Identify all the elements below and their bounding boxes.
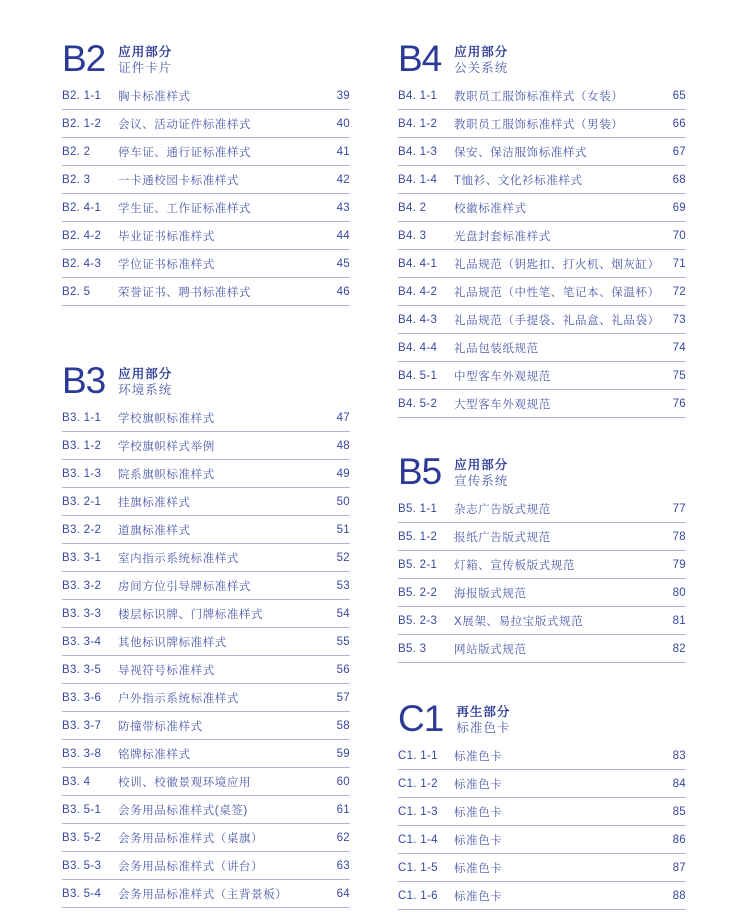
toc-row — [398, 306, 686, 334]
section-category: 应用部分 — [454, 458, 509, 472]
row-page-number: 79 — [672, 558, 686, 571]
row-title: 房间方位引导牌标准样式 — [118, 580, 252, 593]
row-code: B4. 4-2 — [398, 285, 438, 298]
toc-row — [398, 635, 686, 663]
section-letter: B5 — [398, 451, 442, 492]
row-title: 标准色卡 — [454, 862, 503, 875]
toc-row — [62, 740, 350, 768]
toc-row — [398, 390, 686, 418]
toc-row — [62, 110, 350, 138]
section-rows — [398, 495, 686, 663]
row-page-number: 61 — [336, 803, 350, 816]
row-page-number: 59 — [336, 747, 350, 760]
section-header — [398, 698, 686, 739]
toc-row — [398, 82, 686, 110]
toc-row — [398, 334, 686, 362]
toc-column-left — [62, 38, 350, 910]
row-code: B3. 3-6 — [62, 691, 102, 704]
toc-row — [398, 854, 686, 882]
toc-row — [62, 768, 350, 796]
toc-row — [62, 516, 350, 544]
row-page-number: 68 — [672, 173, 686, 186]
row-page-number: 40 — [336, 117, 350, 130]
row-page-number: 47 — [336, 411, 350, 424]
section-rows — [62, 82, 350, 306]
section-subtitle: 环境系统 — [118, 383, 173, 397]
row-code: B3. 2-2 — [62, 523, 102, 536]
row-code: B5. 1-2 — [398, 530, 438, 543]
section-category: 应用部分 — [118, 45, 173, 59]
row-title: 标准色卡 — [454, 806, 503, 819]
row-title: 校徽标准样式 — [454, 202, 527, 215]
section-labels — [118, 364, 172, 398]
row-code: B4. 4-1 — [398, 257, 438, 270]
row-code: B4. 5-1 — [398, 369, 438, 382]
toc-row — [62, 432, 350, 460]
row-code: B3. 1-3 — [62, 467, 102, 480]
row-title: 网站版式规范 — [454, 643, 527, 656]
toc-row — [398, 138, 686, 166]
row-code: B2. 1-2 — [62, 117, 102, 130]
row-title: 校训、校徽景观环境应用 — [118, 776, 252, 789]
row-page-number: 63 — [336, 859, 350, 872]
row-page-number: 75 — [672, 369, 686, 382]
row-title: 报纸广告版式规范 — [454, 531, 551, 544]
row-page-number: 80 — [672, 586, 686, 599]
toc-row — [398, 110, 686, 138]
row-page-number: 44 — [336, 229, 350, 242]
row-title: X展架、易拉宝版式规范 — [454, 615, 584, 628]
row-code: B3. 3-5 — [62, 663, 102, 676]
row-title: 杂志广告版式规范 — [454, 503, 551, 516]
toc-row — [62, 628, 350, 656]
row-code: B5. 3 — [398, 642, 427, 655]
row-code: B3. 1-1 — [62, 411, 102, 424]
row-code: B3. 5-1 — [62, 803, 102, 816]
row-title: 一卡通校园卡标准样式 — [118, 174, 239, 187]
row-code: B5. 2-1 — [398, 558, 438, 571]
toc-row — [62, 138, 350, 166]
row-page-number: 73 — [672, 313, 686, 326]
row-page-number: 48 — [336, 439, 350, 452]
row-code: B5. 2-3 — [398, 614, 438, 627]
row-page-number: 83 — [672, 749, 686, 762]
row-title: 灯箱、宣传板版式规范 — [454, 559, 575, 572]
row-page-number: 60 — [336, 775, 350, 788]
row-title: 保安、保洁服饰标准样式 — [454, 146, 588, 159]
row-page-number: 81 — [672, 614, 686, 627]
section-rows — [62, 404, 350, 908]
row-title: 光盘封套标准样式 — [454, 230, 551, 243]
row-code: C1. 1-3 — [398, 805, 438, 818]
toc-row — [398, 250, 686, 278]
row-code: B4. 4-4 — [398, 341, 438, 354]
toc-row — [398, 194, 686, 222]
row-code: B4. 3 — [398, 229, 427, 242]
row-page-number: 77 — [672, 502, 686, 515]
row-code: B5. 2-2 — [398, 586, 438, 599]
toc-row — [62, 656, 350, 684]
row-code: C1. 1-5 — [398, 861, 438, 874]
row-code: B2. 3 — [62, 173, 91, 186]
toc-row — [62, 712, 350, 740]
row-title: 礼品规范（钥匙扣、打火机、烟灰缸） — [454, 258, 660, 271]
toc-row — [62, 250, 350, 278]
row-page-number: 78 — [672, 530, 686, 543]
row-page-number: 62 — [336, 831, 350, 844]
row-page-number: 43 — [336, 201, 350, 214]
row-code: B4. 2 — [398, 201, 427, 214]
toc-section-B4 — [398, 38, 686, 418]
row-code: B3. 4 — [62, 775, 91, 788]
row-code: B3. 5-4 — [62, 887, 102, 900]
row-code: B3. 2-1 — [62, 495, 102, 508]
row-title: 室内指示系统标准样式 — [118, 552, 239, 565]
row-code: B3. 3-2 — [62, 579, 102, 592]
toc-row — [62, 796, 350, 824]
row-title: 礼品规范（中性笔、笔记本、保温杯） — [454, 286, 660, 299]
toc-row — [62, 880, 350, 908]
toc-row — [398, 579, 686, 607]
row-page-number: 51 — [336, 523, 350, 536]
section-header — [62, 360, 350, 401]
toc-row — [398, 798, 686, 826]
row-code: B4. 4-3 — [398, 313, 438, 326]
toc-section-B5 — [398, 451, 686, 663]
row-code: B4. 1-4 — [398, 173, 438, 186]
toc-row — [398, 826, 686, 854]
row-title: 礼品规范（手提袋、礼品盒、礼品袋） — [454, 314, 660, 327]
row-title: 学校旗帜标准样式 — [118, 412, 215, 425]
row-title: 中型客车外观规范 — [454, 370, 551, 383]
toc-section-B2 — [62, 38, 350, 306]
row-code: B2. 4-2 — [62, 229, 102, 242]
row-title: 防撞带标准样式 — [118, 720, 203, 733]
row-title: 道旗标准样式 — [118, 524, 191, 537]
row-page-number: 58 — [336, 719, 350, 732]
toc-row — [398, 278, 686, 306]
section-subtitle: 公关系统 — [454, 61, 509, 75]
row-page-number: 82 — [672, 642, 686, 655]
toc-row — [62, 572, 350, 600]
row-page-number: 52 — [336, 551, 350, 564]
row-page-number: 70 — [672, 229, 686, 242]
row-title: 导视符号标准样式 — [118, 664, 215, 677]
row-page-number: 55 — [336, 635, 350, 648]
section-rows — [398, 742, 686, 910]
toc-row — [62, 600, 350, 628]
row-title: 挂旗标准样式 — [118, 496, 191, 509]
row-code: B5. 1-1 — [398, 502, 438, 515]
section-letter: B2 — [62, 38, 106, 79]
row-title: 会务用品标准样式（讲台） — [118, 860, 264, 873]
toc-page — [62, 38, 686, 910]
row-title: 礼品包装纸规范 — [454, 342, 539, 355]
row-page-number: 50 — [336, 495, 350, 508]
row-code: C1. 1-2 — [398, 777, 438, 790]
row-page-number: 57 — [336, 691, 350, 704]
section-header — [62, 38, 350, 79]
row-title: 标准色卡 — [454, 890, 503, 903]
toc-row — [398, 166, 686, 194]
row-code: B2. 1-1 — [62, 89, 102, 102]
row-page-number: 56 — [336, 663, 350, 676]
row-page-number: 74 — [672, 341, 686, 354]
row-title: 教职员工服饰标准样式（女装） — [454, 90, 624, 103]
row-code: B3. 3-4 — [62, 635, 102, 648]
row-code: B4. 1-1 — [398, 89, 438, 102]
row-code: C1. 1-6 — [398, 889, 438, 902]
row-page-number: 39 — [336, 89, 350, 102]
row-title: 会务用品标准样式（主背景板） — [118, 888, 288, 901]
toc-row — [398, 362, 686, 390]
section-category: 应用部分 — [118, 367, 173, 381]
toc-row — [62, 278, 350, 306]
row-title: 楼层标识牌、门牌标准样式 — [118, 608, 264, 621]
section-header — [398, 38, 686, 79]
row-title: 学校旗帜样式举例 — [118, 440, 215, 453]
section-category: 再生部分 — [456, 705, 511, 719]
toc-row — [62, 852, 350, 880]
toc-row — [62, 544, 350, 572]
row-page-number: 86 — [672, 833, 686, 846]
section-subtitle: 标准色卡 — [456, 721, 511, 735]
row-code: B3. 3-1 — [62, 551, 102, 564]
row-page-number: 66 — [672, 117, 686, 130]
row-page-number: 42 — [336, 173, 350, 186]
section-labels — [118, 42, 172, 76]
row-title: 教职员工服饰标准样式（男装） — [454, 118, 624, 131]
row-page-number: 65 — [672, 89, 686, 102]
section-rows — [398, 82, 686, 418]
toc-row — [398, 607, 686, 635]
row-page-number: 85 — [672, 805, 686, 818]
row-title: 会议、活动证件标准样式 — [118, 118, 252, 131]
row-code: B3. 1-2 — [62, 439, 102, 452]
toc-row — [62, 82, 350, 110]
toc-row — [398, 523, 686, 551]
row-page-number: 71 — [672, 257, 686, 270]
row-code: B3. 3-3 — [62, 607, 102, 620]
row-title: T恤衫、文化衫标准样式 — [454, 174, 583, 187]
toc-section-B3 — [62, 360, 350, 908]
row-code: B4. 1-3 — [398, 145, 438, 158]
section-letter: B3 — [62, 360, 106, 401]
toc-row — [62, 194, 350, 222]
row-code: C1. 1-1 — [398, 749, 438, 762]
toc-row — [62, 684, 350, 712]
row-page-number: 72 — [672, 285, 686, 298]
row-code: B3. 5-2 — [62, 831, 102, 844]
row-title: 标准色卡 — [454, 750, 503, 763]
row-title: 会务用品标准样式(桌签) — [118, 804, 248, 817]
section-letter: B4 — [398, 38, 442, 79]
row-title: 铭牌标准样式 — [118, 748, 191, 761]
toc-row — [62, 222, 350, 250]
toc-row — [62, 824, 350, 852]
row-code: B4. 5-2 — [398, 397, 438, 410]
section-header — [398, 451, 686, 492]
row-code: B2. 4-1 — [62, 201, 102, 214]
toc-row — [62, 460, 350, 488]
section-subtitle: 证件卡片 — [118, 61, 173, 75]
section-labels — [454, 455, 508, 489]
row-page-number: 84 — [672, 777, 686, 790]
toc-row — [398, 742, 686, 770]
row-title: 学位证书标准样式 — [118, 258, 215, 271]
row-page-number: 45 — [336, 257, 350, 270]
row-title: 停车证、通行证标准样式 — [118, 146, 252, 159]
toc-row — [62, 166, 350, 194]
section-letter: C1 — [398, 698, 444, 739]
row-page-number: 46 — [336, 285, 350, 298]
row-page-number: 69 — [672, 201, 686, 214]
row-page-number: 76 — [672, 397, 686, 410]
row-code: B3. 3-8 — [62, 747, 102, 760]
row-title: 荣誉证书、聘书标准样式 — [118, 286, 252, 299]
toc-row — [398, 551, 686, 579]
row-title: 标准色卡 — [454, 834, 503, 847]
toc-row — [398, 222, 686, 250]
row-title: 大型客车外观规范 — [454, 398, 551, 411]
row-code: C1. 1-4 — [398, 833, 438, 846]
row-page-number: 53 — [336, 579, 350, 592]
row-code: B2. 4-3 — [62, 257, 102, 270]
section-labels — [456, 702, 510, 736]
row-page-number: 67 — [672, 145, 686, 158]
section-category: 应用部分 — [454, 45, 509, 59]
row-code: B4. 1-2 — [398, 117, 438, 130]
toc-row — [62, 488, 350, 516]
toc-row — [398, 770, 686, 798]
section-subtitle: 宣传系统 — [454, 474, 509, 488]
toc-column-right — [398, 38, 686, 910]
row-page-number: 41 — [336, 145, 350, 158]
row-page-number: 54 — [336, 607, 350, 620]
toc-row — [62, 404, 350, 432]
row-code: B2. 2 — [62, 145, 91, 158]
row-page-number: 88 — [672, 889, 686, 902]
row-title: 海报版式规范 — [454, 587, 527, 600]
row-title: 院系旗帜标准样式 — [118, 468, 215, 481]
row-title: 户外指示系统标准样式 — [118, 692, 239, 705]
row-page-number: 64 — [336, 887, 350, 900]
section-labels — [454, 42, 508, 76]
row-code: B3. 5-3 — [62, 859, 102, 872]
row-title: 学生证、工作证标准样式 — [118, 202, 252, 215]
row-title: 胸卡标准样式 — [118, 90, 191, 103]
toc-row — [398, 882, 686, 910]
row-title: 会务用品标准样式（桌旗） — [118, 832, 264, 845]
row-page-number: 87 — [672, 861, 686, 874]
row-title: 毕业证书标准样式 — [118, 230, 215, 243]
row-code: B3. 3-7 — [62, 719, 102, 732]
toc-section-C1 — [398, 698, 686, 910]
row-title: 其他标识牌标准样式 — [118, 636, 227, 649]
row-page-number: 49 — [336, 467, 350, 480]
row-title: 标准色卡 — [454, 778, 503, 791]
row-code: B2. 5 — [62, 285, 91, 298]
toc-row — [398, 495, 686, 523]
